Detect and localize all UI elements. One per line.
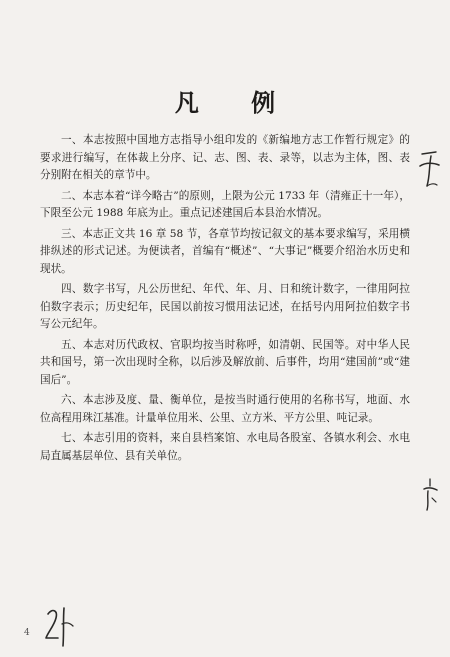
paragraph-1: 一、本志按照中国地方志指导小组印发的《新编地方志工作暂行规定》的要求进行编写，在体裁上分序、记、志、图、表、录等，以志为主体，图、表分别附在相关的章节中。 (40, 134, 410, 181)
body-text (40, 132, 410, 468)
paragraph-4: 四、数字书写，凡公历世纪、年代、年、月、日和统计数字，一律用阿拉伯数字表示；历史纪年，民国以前按习惯用法记述，在括号内用阿拉伯数字书写公元纪年。 (40, 283, 410, 330)
page-title: 凡 例 (174, 88, 298, 117)
handwritten-page-number-mark (42, 602, 76, 650)
handwritten-mark-mid-right (420, 476, 440, 514)
paragraph-2: 二、本志本着“详今略古”的原则，上限为公元 1733 年（清雍正十一年），下限至公元 1988 年底为止。重点记述建国后本县治水情况。 (40, 189, 410, 219)
handwritten-mark-top-right (418, 146, 442, 192)
page-number: 4 (24, 628, 30, 638)
paragraph-5: 五、本志对历代政权、官职均按当时称呼，如清朝、民国等。对中华人民共和国号，第一次出现时全称，以后涉及解放前、后事件，均用“建国前”或“建国后”。 (40, 338, 410, 386)
paragraph-7: 七、本志引用的资料，来自县档案馆、水电局各股室、各镇水利会、水电局直属基层单位、县有关单位。 (40, 432, 410, 462)
paragraph-3: 三、本志正文共 16 章 58 节，各章节均按记叙文的基本要求编写，采用横排纵述的形式记述。为便读者，首编有“概述”、“大事记”概要介绍治水历史和现状。 (40, 227, 410, 275)
paragraph-6: 六、本志涉及度、量、衡单位，是按当时通行使用的名称书写，地面、水位高程用珠江基准。计量单位用米、公里、立方米、平方公里、吨记录。 (40, 394, 410, 424)
